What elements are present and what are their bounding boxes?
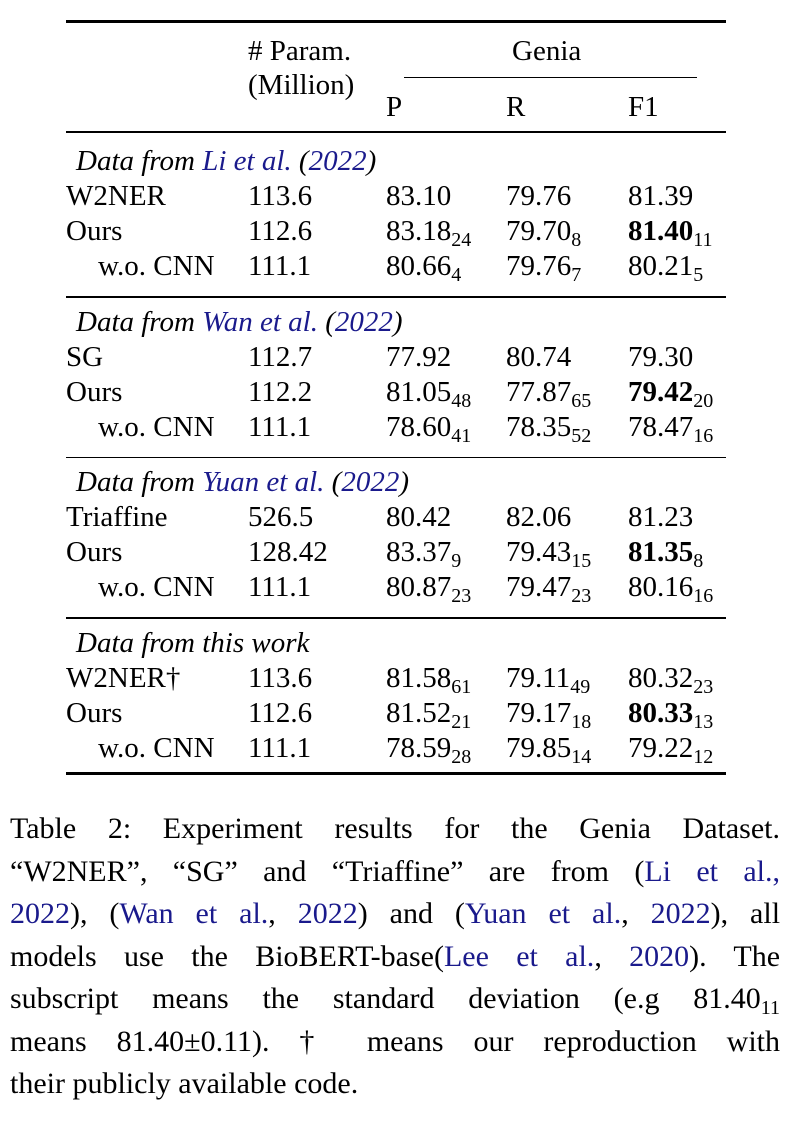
row-model-name: SG (66, 340, 104, 373)
header-param-line2: (Million) (248, 69, 355, 101)
row-r-value: $77.87_{65}$ (506, 375, 592, 412)
row-f1-stddev: 23 (693, 675, 714, 698)
row-f1-stddev: 5 (693, 264, 704, 286)
row-p-stddev: 48 (451, 389, 472, 412)
dataset-underline (404, 77, 697, 78)
row-params: 128.42 (248, 536, 328, 568)
header-r: R (506, 91, 526, 123)
row-r-stddev: 49 (570, 675, 591, 698)
row-p-value: 77.92 (386, 340, 452, 373)
row-p-value: $81.52_{21}$ (386, 696, 472, 733)
bottom-rule (66, 772, 726, 775)
row-r-value: 80.74 (506, 340, 572, 373)
citation-yuan-year-link[interactable]: 2022 (650, 897, 711, 930)
row-p-stddev: 41 (451, 424, 472, 447)
row-f1-stddev: 12 (693, 745, 714, 768)
row-r-stddev: 15 (571, 550, 592, 572)
row-r-stddev: 8 (571, 229, 582, 251)
row-f1-value: $81.40_{11}$ (628, 215, 713, 251)
row-params: 113.6 (248, 661, 313, 694)
row-f1-value: $80.16_{16}$ (628, 571, 714, 607)
group-citation-link[interactable]: Yuan et al. (202, 466, 325, 498)
group-rule (66, 457, 726, 459)
caption-line-5: subscript means the standard deviation (e.g $81.40_{11}$ (10, 982, 780, 1019)
table-caption (10, 808, 780, 1106)
row-model-name: Ours (66, 536, 123, 568)
row-f1-value: $80.21_5$ (628, 250, 704, 286)
group-rule (66, 617, 726, 619)
row-model-name: Ours (66, 696, 123, 729)
row-f1-value: 81.39 (628, 180, 694, 212)
row-model-name: Ours (66, 215, 123, 247)
row-params: 112.6 (248, 215, 313, 247)
row-p-stddev: 9 (451, 550, 462, 572)
group-rule (66, 296, 726, 298)
group-citation-year-link[interactable]: 2022 (308, 145, 367, 177)
row-params: 112.6 (248, 696, 313, 729)
row-r-value: $79.11_{49}$ (506, 661, 591, 698)
row-model-name: w.o. CNN (98, 571, 215, 603)
row-params: 112.2 (248, 375, 313, 408)
row-p-stddev: 28 (451, 745, 472, 768)
group-title: Data from Li et al. (2022) (76, 145, 377, 177)
row-p-value: $81.58_{61}$ (386, 661, 472, 698)
row-r-value: $78.35_{52}$ (506, 410, 592, 447)
row-r-value: $79.70_8$ (506, 215, 582, 251)
row-r-stddev: 52 (571, 424, 592, 447)
group-citation-year-link[interactable]: 2022 (334, 305, 393, 338)
header-dataset: Genia (512, 35, 582, 67)
row-p-value: $80.66_4$ (386, 250, 462, 286)
caption-line-2: “W2NER”, “SG” and “Triaffine” are from (Li et al., (10, 854, 780, 888)
row-f1-value: $80.32_{23}$ (628, 661, 714, 698)
row-f1-value: 81.23 (628, 501, 694, 533)
row-model-name: w.o. CNN (98, 250, 215, 282)
row-r-stddev: 18 (571, 710, 592, 733)
row-p-stddev: 24 (451, 229, 472, 251)
row-f1-value: $79.42_{20}$ (628, 375, 714, 412)
row-params: 111.1 (248, 571, 312, 603)
row-p-value: 80.42 (386, 501, 452, 533)
row-f1-value: $78.47_{16}$ (628, 410, 714, 447)
row-p-value: 83.10 (386, 180, 452, 212)
row-params: 112.7 (248, 340, 313, 373)
row-r-value: $79.17_{18}$ (506, 696, 592, 733)
row-r-value: 82.06 (506, 501, 572, 533)
row-model-name: W2NER (66, 180, 166, 212)
citation-li-year-link[interactable]: 2022 (10, 897, 70, 930)
row-model-name: W2NER† (66, 661, 181, 694)
caption-line-1: Table 2: Experiment results for the Genia Dataset. (10, 812, 780, 845)
top-rule (66, 20, 726, 23)
citation-yuan-link[interactable]: Yuan et al. (464, 897, 622, 930)
row-r-stddev: 23 (571, 585, 592, 607)
row-p-stddev: 23 (451, 585, 472, 607)
row-p-value: $80.87_{23}$ (386, 571, 472, 607)
row-p-value: $83.37_9$ (386, 536, 462, 572)
row-r-stddev: 7 (571, 264, 582, 286)
row-f1-value: $80.33_{13}$ (628, 696, 714, 733)
caption-line-4: models use the BioBERT-base(Lee et al., 2020). The (10, 939, 781, 973)
group-title: Data from Wan et al. (2022) (76, 305, 403, 338)
row-r-value: $79.47_{23}$ (506, 571, 592, 607)
row-r-stddev: 65 (571, 389, 592, 412)
row-p-stddev: 61 (451, 675, 472, 698)
row-r-value: $79.43_{15}$ (506, 536, 592, 572)
row-model-name: Ours (66, 375, 123, 408)
group-citation-link[interactable]: Li et al. (202, 145, 292, 177)
row-f1-stddev: 20 (693, 389, 714, 412)
row-p-value: $83.18_{24}$ (386, 215, 472, 251)
row-p-stddev: 4 (451, 264, 462, 286)
row-params: 111.1 (248, 250, 312, 282)
row-r-stddev: 14 (571, 745, 592, 768)
citation-lee-year-link[interactable]: 2020 (629, 939, 690, 973)
header-param-line1: # Param. (248, 35, 352, 67)
row-p-value: $78.59_{28}$ (386, 731, 472, 768)
row-p-value: $78.60_{41}$ (386, 410, 472, 447)
row-r-value: 79.76 (506, 180, 572, 212)
row-params: 111.1 (248, 731, 312, 764)
row-f1-stddev: 11 (693, 229, 713, 251)
caption-line-6: means 81.40±0.11). † means our reproduction with (10, 1024, 780, 1058)
row-f1-value: 79.30 (628, 340, 694, 373)
row-f1-stddev: 8 (693, 550, 704, 572)
row-params: 526.5 (248, 501, 314, 533)
row-f1-stddev: 16 (693, 585, 714, 607)
row-f1-value: $81.35_8$ (628, 536, 704, 572)
citation-wan-link[interactable]: Wan et al. (119, 897, 269, 930)
caption-line-3: 2022), (Wan et al., 2022) and (Yuan et al., 2022), all (10, 897, 781, 930)
caption-line-7: their publicly available code. (10, 1067, 359, 1100)
row-p-stddev: 21 (451, 710, 472, 733)
row-r-value: $79.85_{14}$ (506, 731, 592, 768)
row-r-value: $79.76_7$ (506, 250, 582, 286)
row-model-name: w.o. CNN (98, 731, 215, 764)
group-title: Data from Yuan et al. (2022) (76, 466, 410, 498)
header-rule (66, 131, 726, 133)
row-f1-stddev: 16 (693, 424, 714, 447)
header-p: P (386, 91, 403, 123)
row-model-name: w.o. CNN (98, 410, 215, 443)
row-f1-value: $79.22_{12}$ (628, 731, 714, 768)
header-f1: F1 (628, 91, 659, 123)
citation-lee-link[interactable]: Lee et al. (443, 939, 595, 973)
citation-li-link[interactable]: Li et al., (644, 854, 780, 888)
row-params: 111.1 (248, 410, 312, 443)
row-p-value: $81.05_{48}$ (386, 375, 472, 412)
group-citation-year-link[interactable]: 2022 (341, 466, 400, 498)
row-model-name: Triaffine (66, 501, 168, 533)
row-f1-stddev: 13 (693, 710, 714, 733)
row-params: 113.6 (248, 180, 313, 212)
group-title: Data from this work (76, 626, 310, 659)
group-citation-link[interactable]: Wan et al. (202, 305, 318, 338)
citation-wan-year-link[interactable]: 2022 (297, 897, 358, 930)
